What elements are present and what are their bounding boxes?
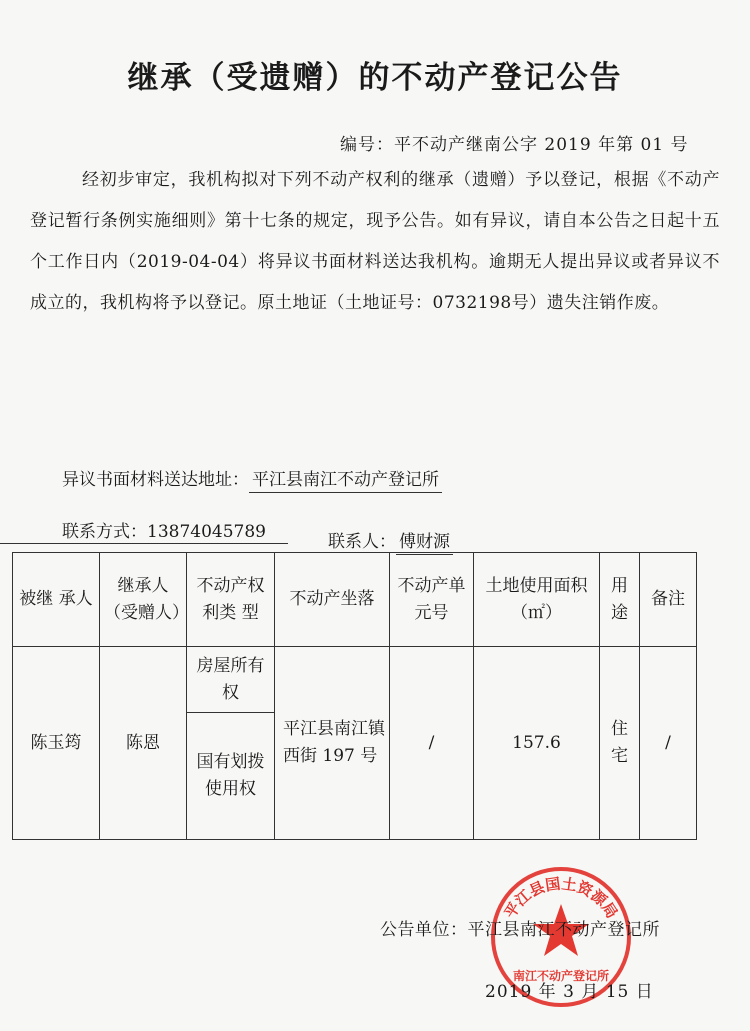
objection-address-label: 异议书面材料送达地址： [62,470,249,490]
header-cell: 土地使用面积（㎡） [474,553,600,647]
table-header-row [13,553,697,647]
right-type-cell: 房屋所有权 [187,647,275,713]
right-type-cell: 国有划拨使用权 [187,713,275,840]
seal-inner-text: 南江不动产登记所 [512,969,610,983]
contact-phone [62,517,266,542]
contact-person [328,527,453,552]
issue-date: 2019 年 3 月 15 日 [485,982,654,1002]
location-cell: 平江县南江镇西街 197 号 [275,647,390,840]
contact-phone-value: 13874045789 [147,522,266,542]
seal-outer-text: 平江县国土资源局 [500,874,622,922]
heir-cell: 陈恩 [100,647,187,840]
table-row [13,647,697,713]
header-cell: 不动产权 利类 型 [187,553,275,647]
contact-person-value: 傅财源 [396,532,453,555]
decedent-cell: 陈玉筠 [13,647,100,840]
header-cell: 继承人（受赠人） [100,553,187,647]
document-number: 编号：平不动产继南公字 2019 年第 01 号 [340,135,689,155]
header-cell: 用途 [600,553,640,647]
notice-paragraph: 经初步审定，我机构拟对下列不动产权利的继承（遗赠）予以登记，根据《不动产登记暂行条例实施细则》第十七条的规定，现予公告。如有异议，请自本公告之日起十五个工作日内（2019-04-04）将异议书面材料送达我机构。逾期无人提出异议或者异议不成立的，我机构将予以登记。原土地证（土地证号：0732198号）遗失注销作废。 [30,170,720,313]
contact-person-label: 联系人： [328,532,396,552]
contact-phone-label: 联系方式： [62,522,147,542]
header-cell: 不动产坐落 [275,553,390,647]
objection-address-value: 平江县南江不动产登记所 [249,470,442,493]
objection-address [62,465,442,490]
page-title: 继承（受遗赠）的不动产登记公告 [127,60,623,96]
unit-number-cell: / [390,647,474,840]
header-cell: 备注 [640,553,697,647]
underline-rule [0,543,288,544]
issuer: 公告单位：平江县南江不动产登记所 [380,920,660,940]
header-cell: 不动产单元号 [390,553,474,647]
registration-table [12,552,697,840]
remark-cell: / [640,647,697,840]
area-cell: 157.6 [474,647,600,840]
header-cell: 被继 承人 [13,553,100,647]
usage-cell: 住宅 [600,647,640,840]
